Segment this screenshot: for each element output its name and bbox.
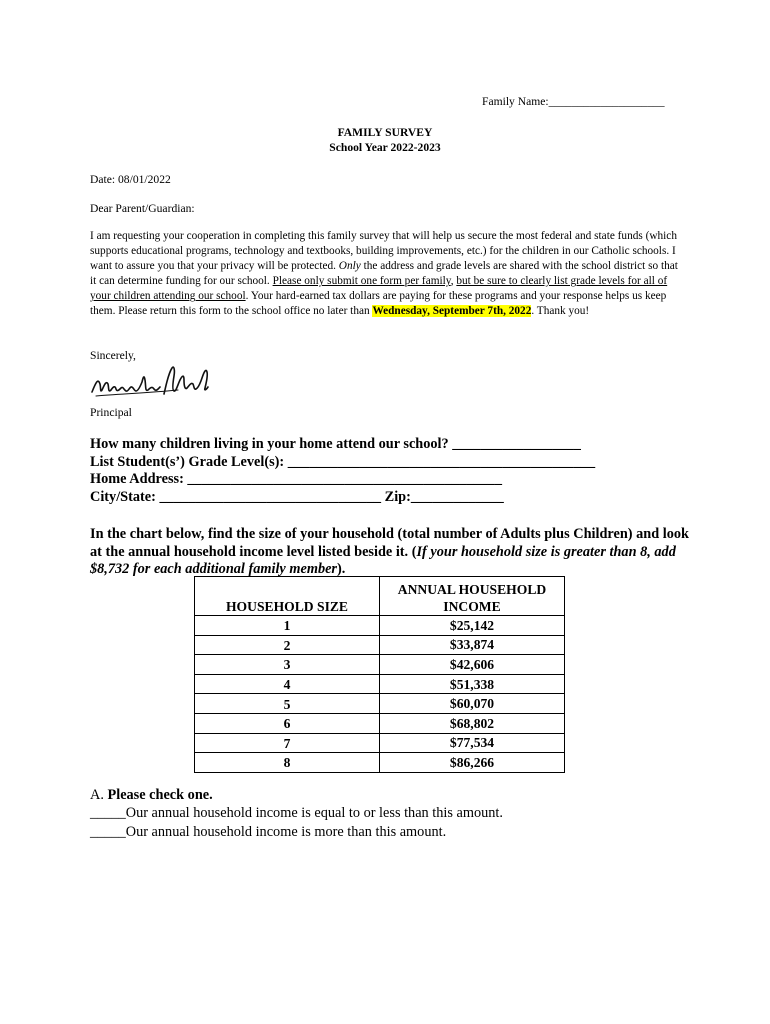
household-size-cell: 6 — [195, 713, 380, 733]
question-home-address[interactable]: Home Address: ____________________________________________ — [90, 471, 502, 488]
household-size-cell: 5 — [195, 694, 380, 714]
household-questions — [90, 436, 595, 507]
income-table-body — [195, 616, 565, 773]
check-heading — [90, 786, 503, 804]
title-line-2: School Year 2022-2023 — [329, 141, 441, 154]
letter-underline-1: Please only submit one form per family — [272, 275, 451, 288]
table-row — [195, 753, 565, 773]
letter-text-3: . Your hard-earned tax dollars are paying for these programs and your response helps us keep them. Please return this form to the school office no later than — [90, 290, 667, 318]
table-row — [195, 713, 565, 733]
question-city-state-zip[interactable]: City/State: _______________________________ Zip:_____________ — [90, 489, 504, 506]
table-row — [195, 616, 565, 636]
principal-signature — [88, 360, 218, 402]
table-row — [195, 733, 565, 753]
header-household-size: HOUSEHOLD SIZE — [195, 577, 380, 616]
household-size-cell: 8 — [195, 753, 380, 773]
letter-text-1: I am requesting your cooperation in completing this family survey that will help us secure the most federal and state funds (which supports educational programs, technology and textbooks, building improvements, etc.) for the children in our Catholic schools. I want to assure you that your privacy will be protected. — [90, 230, 677, 273]
income-check-section — [90, 786, 503, 841]
household-size-cell: 3 — [195, 655, 380, 675]
income-cell: $33,874 — [380, 635, 565, 655]
letter-body — [90, 229, 682, 320]
table-row — [195, 694, 565, 714]
letter-text-4: . Thank you! — [531, 305, 590, 318]
letter-underline-2: but be sure to clearly list grade levels for all of your children attending our school — [90, 275, 668, 303]
header-annual-income — [380, 577, 565, 616]
table-row — [195, 635, 565, 655]
chart-instructions — [90, 526, 690, 579]
table-row — [195, 674, 565, 694]
income-cell: $60,070 — [380, 694, 565, 714]
signer-title: Principal — [90, 406, 132, 419]
check-option-more[interactable]: _____Our annual household income is more than this amount. — [90, 823, 447, 840]
letter-text-2: the address and grade levels are shared with the school district so that it can determine funding for our school. — [90, 260, 678, 288]
header-income-line-1: ANNUAL HOUSEHOLD — [397, 582, 547, 597]
check-option-less-or-equal[interactable]: _____Our annual household income is equal to or less than this amount. — [90, 805, 503, 822]
family-name-field[interactable]: Family Name:____________________ — [482, 95, 665, 108]
income-cell: $51,338 — [380, 674, 565, 694]
income-cell: $42,606 — [380, 655, 565, 675]
letter-greeting: Dear Parent/Guardian: — [90, 202, 195, 215]
income-cell: $25,142 — [380, 616, 565, 636]
household-size-cell: 4 — [195, 674, 380, 694]
instructions-text: In the chart below, find the size of your household (total number of Adults plus Children) and look at the annual household income level listed beside it. ( — [90, 526, 689, 560]
letter-only-emphasis: Only — [338, 260, 361, 273]
header-income-line-2: INCOME — [443, 599, 501, 614]
title-line-1: FAMILY SURVEY — [337, 126, 433, 139]
table-row — [195, 655, 565, 675]
income-cell: $77,534 — [380, 733, 565, 753]
instructions-italic: If your household size is greater than 8, add $8,732 for each additional family member — [90, 543, 676, 578]
instructions-end: ). — [337, 561, 346, 578]
household-size-cell: 2 — [195, 635, 380, 655]
letter-deadline-highlight: Wednesday, September 7th, 2022 — [372, 305, 532, 318]
question-children-count[interactable]: How many children living in your home attend our school? __________________ — [90, 436, 581, 452]
household-size-cell: 7 — [195, 733, 380, 753]
income-table — [194, 576, 565, 773]
check-heading-letter: A. — [90, 787, 108, 803]
letter-comma: , — [450, 275, 457, 288]
household-size-cell: 1 — [195, 616, 380, 636]
income-cell: $86,266 — [380, 753, 565, 773]
income-table-header-row — [195, 577, 565, 616]
letter-closing: Sincerely, — [90, 349, 136, 362]
document-title — [0, 125, 770, 155]
check-heading-text: Please check one. — [107, 787, 213, 803]
income-cell: $68,802 — [380, 713, 565, 733]
letter-date: Date: 08/01/2022 — [90, 173, 171, 186]
question-grade-levels[interactable]: List Student(s’) Grade Level(s): ___________________________________________ — [90, 453, 596, 470]
